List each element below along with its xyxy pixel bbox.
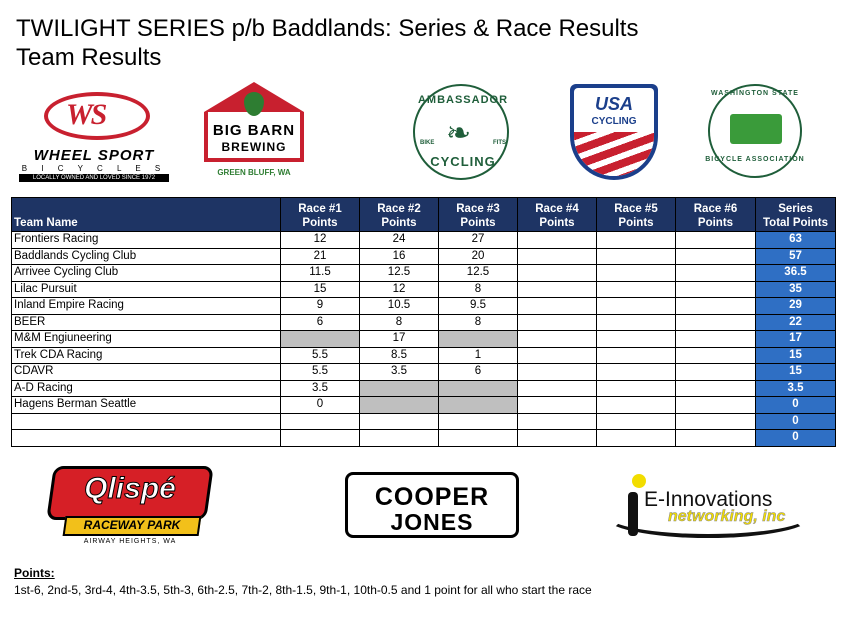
table-row <box>12 248 836 265</box>
header-col-3 <box>439 198 518 232</box>
header-line-2: Points <box>381 217 417 229</box>
header-col-7 <box>756 198 836 232</box>
team-name-cell: Arrivee Cycling Club <box>12 265 281 282</box>
header-line-1: Race #1 <box>298 203 342 215</box>
i-dot <box>632 474 646 488</box>
race-points-cell <box>518 380 597 397</box>
e-innovations-logo <box>604 464 814 544</box>
series-total-cell: 63 <box>756 232 836 249</box>
race-points-cell <box>597 413 676 430</box>
header-col-6 <box>676 198 756 232</box>
race-points-cell <box>360 413 439 430</box>
race-points-cell <box>518 248 597 265</box>
big-barn-logo <box>200 82 310 182</box>
race-points-cell: 11.5 <box>281 265 360 282</box>
usa-cycling-text: CYCLING <box>591 116 637 127</box>
table-row <box>12 430 836 447</box>
table-row <box>12 265 836 282</box>
series-total-cell: 17 <box>756 331 836 348</box>
winged-bike-icon: ❧ <box>446 117 472 150</box>
race-points-cell <box>281 331 360 348</box>
race-points-cell <box>439 397 518 414</box>
race-points-cell: 17 <box>360 331 439 348</box>
table-row <box>12 397 836 414</box>
big-barn-location: GREEN BLUFF, WA <box>217 168 291 177</box>
ambassador-fits-text: FITS <box>493 140 506 146</box>
team-name-cell: Frontiers Racing <box>12 232 281 249</box>
header-line-1: Race #4 <box>535 203 579 215</box>
ambassador-bike-text: BIKE <box>420 140 435 146</box>
qlispe-raceway-park: RACEWAY PARK <box>83 518 181 532</box>
title-line-1: TWILIGHT SERIES p/b Baddlands: Series & Race Results <box>16 15 639 42</box>
series-total-cell: 22 <box>756 314 836 331</box>
race-points-cell: 12.5 <box>439 265 518 282</box>
usa-stripes <box>574 132 654 176</box>
race-points-cell <box>597 347 676 364</box>
series-total-cell: 36.5 <box>756 265 836 282</box>
series-total-cell: 29 <box>756 298 836 315</box>
race-points-cell <box>597 298 676 315</box>
race-points-cell: 9 <box>281 298 360 315</box>
race-points-cell <box>360 380 439 397</box>
washington-state-icon <box>730 114 782 144</box>
race-points-cell: 27 <box>439 232 518 249</box>
race-points-cell <box>597 331 676 348</box>
table-row <box>12 232 836 249</box>
race-points-cell: 6 <box>439 364 518 381</box>
race-points-cell <box>518 364 597 381</box>
header-team-name <box>12 198 281 232</box>
cooper-text: COOPER <box>374 483 490 511</box>
race-points-cell <box>439 380 518 397</box>
race-points-cell <box>597 281 676 298</box>
race-points-cell <box>676 413 756 430</box>
team-name-cell: A-D Racing <box>12 380 281 397</box>
usa-shield-shape <box>570 84 658 180</box>
table-row <box>12 380 836 397</box>
race-points-cell: 10.5 <box>360 298 439 315</box>
team-name-cell: Baddlands Cycling Club <box>12 248 281 265</box>
team-name-cell: CDAVR <box>12 364 281 381</box>
race-points-cell <box>518 331 597 348</box>
race-points-cell: 5.5 <box>281 347 360 364</box>
race-points-cell <box>597 314 676 331</box>
race-points-cell <box>597 364 676 381</box>
race-points-cell <box>281 430 360 447</box>
race-points-cell <box>439 331 518 348</box>
race-points-cell <box>676 314 756 331</box>
header-line-2: Points <box>302 217 338 229</box>
cooper-jones-logo <box>345 472 519 538</box>
header-line-2: Points <box>618 217 654 229</box>
team-name-cell: Hagens Berman Seattle <box>12 397 281 414</box>
race-points-cell: 9.5 <box>439 298 518 315</box>
race-points-cell <box>676 232 756 249</box>
e-innovations-name: E-Innovations <box>644 488 773 511</box>
race-points-cell <box>597 232 676 249</box>
wsba-bottom-text: BICYCLE ASSOCIATION <box>705 156 805 163</box>
team-name-cell: Lilac Pursuit <box>12 281 281 298</box>
table-row <box>12 364 836 381</box>
table-row <box>12 298 836 315</box>
wsba-top-text: WASHINGTON STATE <box>711 90 799 97</box>
race-points-cell <box>676 380 756 397</box>
points-scale-text: 1st-6, 2nd-5, 3rd-4, 4th-3.5, 5th-3, 6th-2.5, 7th-2, 8th-1.5, 9th-1, 10th-0.5 and 1 point for all who start the race <box>14 583 592 597</box>
race-points-cell <box>676 281 756 298</box>
series-total-cell: 0 <box>756 413 836 430</box>
race-points-cell <box>518 314 597 331</box>
team-name-cell: Inland Empire Racing <box>12 298 281 315</box>
team-name-cell <box>12 413 281 430</box>
wheel-sport-logo <box>14 92 174 184</box>
series-total-cell: 0 <box>756 430 836 447</box>
header-line-1 <box>14 202 278 216</box>
ambassador-bottom-text: CYCLING <box>430 154 496 169</box>
race-points-cell <box>676 364 756 381</box>
race-points-cell: 6 <box>281 314 360 331</box>
page-title <box>16 14 638 72</box>
wsba-logo <box>700 84 810 184</box>
race-points-cell <box>597 430 676 447</box>
race-points-cell: 12.5 <box>360 265 439 282</box>
team-name-cell: M&M Engiuneering <box>12 331 281 348</box>
race-points-cell <box>676 265 756 282</box>
i-figure-icon <box>614 474 638 534</box>
race-points-cell: 0 <box>281 397 360 414</box>
table-row <box>12 314 836 331</box>
race-points-cell <box>518 232 597 249</box>
header-line-2: Team Name <box>14 217 78 229</box>
race-points-cell: 12 <box>281 232 360 249</box>
race-points-cell <box>439 430 518 447</box>
race-points-cell: 21 <box>281 248 360 265</box>
series-total-cell: 15 <box>756 347 836 364</box>
race-points-cell: 5.5 <box>281 364 360 381</box>
qlispe-raceway-logo <box>50 466 210 550</box>
team-name-cell <box>12 430 281 447</box>
header-line-1: Race #5 <box>614 203 658 215</box>
race-points-cell <box>518 397 597 414</box>
jones-text: JONES <box>390 509 474 535</box>
race-points-cell <box>676 298 756 315</box>
race-points-cell <box>281 413 360 430</box>
wheel-sport-monogram: WS <box>66 98 106 131</box>
table-row <box>12 281 836 298</box>
race-points-cell <box>518 430 597 447</box>
header-line-1: Race #3 <box>456 203 500 215</box>
header-line-1: Race #2 <box>377 203 421 215</box>
race-points-cell <box>676 248 756 265</box>
wheel-sport-subtitle: B I C Y C L E S <box>21 164 167 173</box>
title-line-2: Team Results <box>16 44 162 71</box>
race-points-cell <box>676 331 756 348</box>
race-points-cell <box>676 397 756 414</box>
race-points-cell <box>518 347 597 364</box>
qlispe-name: Qlispé <box>84 472 176 505</box>
series-total-cell: 15 <box>756 364 836 381</box>
race-points-cell <box>518 265 597 282</box>
race-points-cell: 16 <box>360 248 439 265</box>
header-col-2 <box>360 198 439 232</box>
header-line-2: Points <box>460 217 496 229</box>
race-points-cell <box>518 298 597 315</box>
race-points-cell: 3.5 <box>281 380 360 397</box>
table-row <box>12 347 836 364</box>
table-header-row <box>12 198 836 232</box>
ambassador-top-text: AMBASSADOR <box>417 94 509 106</box>
race-points-cell: 20 <box>439 248 518 265</box>
race-points-cell: 8 <box>439 281 518 298</box>
series-total-cell: 3.5 <box>756 380 836 397</box>
team-name-cell: BEER <box>12 314 281 331</box>
race-points-cell <box>676 347 756 364</box>
points-label: Points: <box>14 566 55 580</box>
table-row <box>12 413 836 430</box>
header-line-2: Points <box>539 217 575 229</box>
race-points-cell <box>518 413 597 430</box>
usa-text: USA <box>594 94 633 114</box>
header-col-1 <box>281 198 360 232</box>
ambassador-cycling-logo <box>398 80 528 180</box>
race-points-cell: 1 <box>439 347 518 364</box>
race-points-cell: 12 <box>360 281 439 298</box>
team-results-table <box>11 197 836 447</box>
race-points-cell: 24 <box>360 232 439 249</box>
race-points-cell: 3.5 <box>360 364 439 381</box>
wheel-sport-tagline: LOCALLY OWNED AND LOVED SINCE 1972 <box>19 174 169 182</box>
i-stem <box>628 492 638 536</box>
race-points-cell <box>597 380 676 397</box>
race-points-cell: 15 <box>281 281 360 298</box>
table-row <box>12 331 836 348</box>
header-line-1: Race #6 <box>693 203 738 215</box>
header-line-2: Points <box>697 217 734 229</box>
usa-shield-inner <box>574 88 654 176</box>
race-points-cell <box>597 265 676 282</box>
race-points-cell <box>597 248 676 265</box>
race-points-cell <box>360 430 439 447</box>
usa-cycling-logo <box>570 84 658 184</box>
series-total-cell: 0 <box>756 397 836 414</box>
big-barn-brewing: BREWING <box>221 140 287 154</box>
race-points-cell: 8.5 <box>360 347 439 364</box>
team-name-cell: Trek CDA Racing <box>12 347 281 364</box>
wheel-sport-name: WHEEL SPORT <box>33 147 155 164</box>
ambassador-small-text <box>420 140 506 146</box>
e-innovations-sub: networking, inc <box>668 508 786 525</box>
race-points-cell <box>439 413 518 430</box>
race-points-cell <box>360 397 439 414</box>
race-points-cell: 8 <box>439 314 518 331</box>
qlispe-location: AIRWAY HEIGHTS, WA <box>83 538 177 545</box>
race-points-cell: 8 <box>360 314 439 331</box>
header-line-2: Total Points <box>763 217 828 229</box>
race-points-cell <box>518 281 597 298</box>
header-col-5 <box>597 198 676 232</box>
big-barn-name: BIG BARN <box>212 122 296 139</box>
header-col-4 <box>518 198 597 232</box>
race-points-cell <box>597 397 676 414</box>
race-points-cell <box>676 430 756 447</box>
table-body <box>12 232 836 447</box>
series-total-cell: 35 <box>756 281 836 298</box>
series-total-cell: 57 <box>756 248 836 265</box>
header-line-1: Series <box>778 203 813 215</box>
